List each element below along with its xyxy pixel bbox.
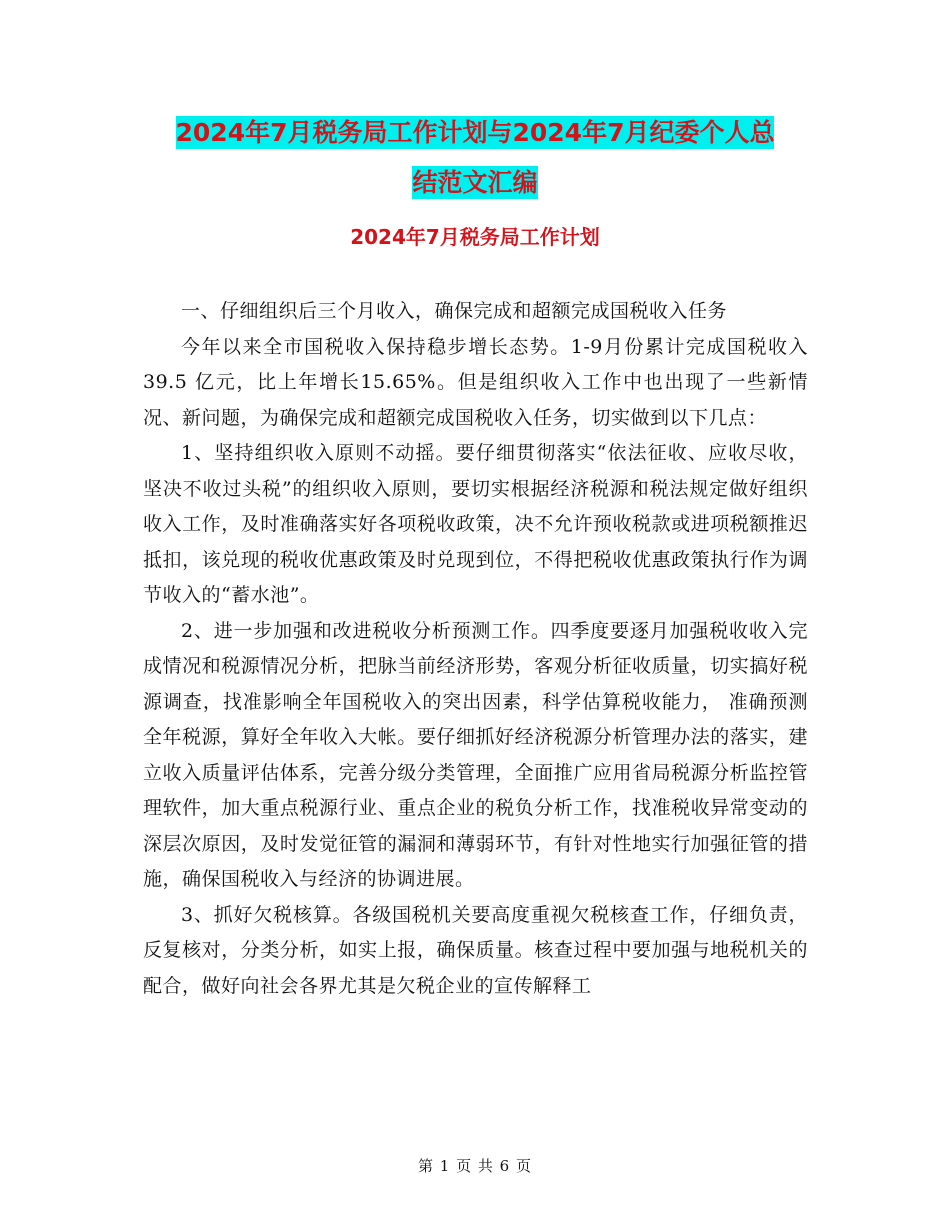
paragraph-item-2: 2、进一步加强和改进税收分析预测工作。四季度要逐月加强税收收入完成情况和税源情况分析，把脉当前经济形势，客观分析征收质量，切实搞好税源调查，找准影响全年国税收入的突出因素，科学估算税收能力， 准确预测全年税源，算好全年收入大帐。要仔细抓好经济税源分析管理办法的落实，建立收入质量评估体系，完善分级分类管理，全面推广应用省局税源分析监控管理软件，加大重点税源行业、重点企业的税负分析工作，找准税收异常变动的深层次原因，及时发觉征管的漏洞和薄弱环节，有针对性地实行加强征管的措施，确保国税收入与经济的协调进展。: [143, 619, 808, 890]
document-title-line-1: 2024年7月税务局工作计划与2024年7月纪委个人总: [175, 118, 775, 147]
document-title: [0, 108, 950, 208]
section-title: 2024年7月税务局工作计划: [350, 225, 600, 249]
paragraph-item-3: 3、抓好欠税核算。各级国税机关要高度重视欠税核查工作，仔细负责，反复核对，分类分析，如实上报，确保质量。核查过程中要加强与地税机关的配合，做好向社会各界尤其是欠税企业的宣传解释工: [143, 903, 808, 997]
paragraph-intro: 今年以来全市国税收入保持稳步增长态势。1-9月份累计完成国税收入39.5 亿元，比上年增长15.65%。但是组织收入工作中也出现了一些新情况、新问题，为确保完成和超额完成国税收入任务，切实做到以下几点：: [143, 335, 808, 429]
page-footer: [0, 1154, 950, 1178]
paragraph-item-1: 1、坚持组织收入原则不动摇。要仔细贯彻落实“依法征收、应收尽收，坚决不收过头税”的组织收入原则，要切实根据经济税源和税法规定做好组织收入工作，及时准确落实好各项税收政策，决不允许预收税款或进项税额推迟抵扣，该兑现的税收优惠政策及时兑现到位，不得把税收优惠政策执行作为调节收入的“蓄水池”。: [143, 442, 808, 606]
paragraph-heading-1: 一、仔细组织后三个月收入，确保完成和超额完成国税收入任务: [181, 300, 728, 322]
document-title-line-2: 结范文汇编: [412, 168, 538, 197]
document-body: [143, 294, 808, 1004]
page-number: 第 1 页 共 6 页: [418, 1157, 532, 1175]
